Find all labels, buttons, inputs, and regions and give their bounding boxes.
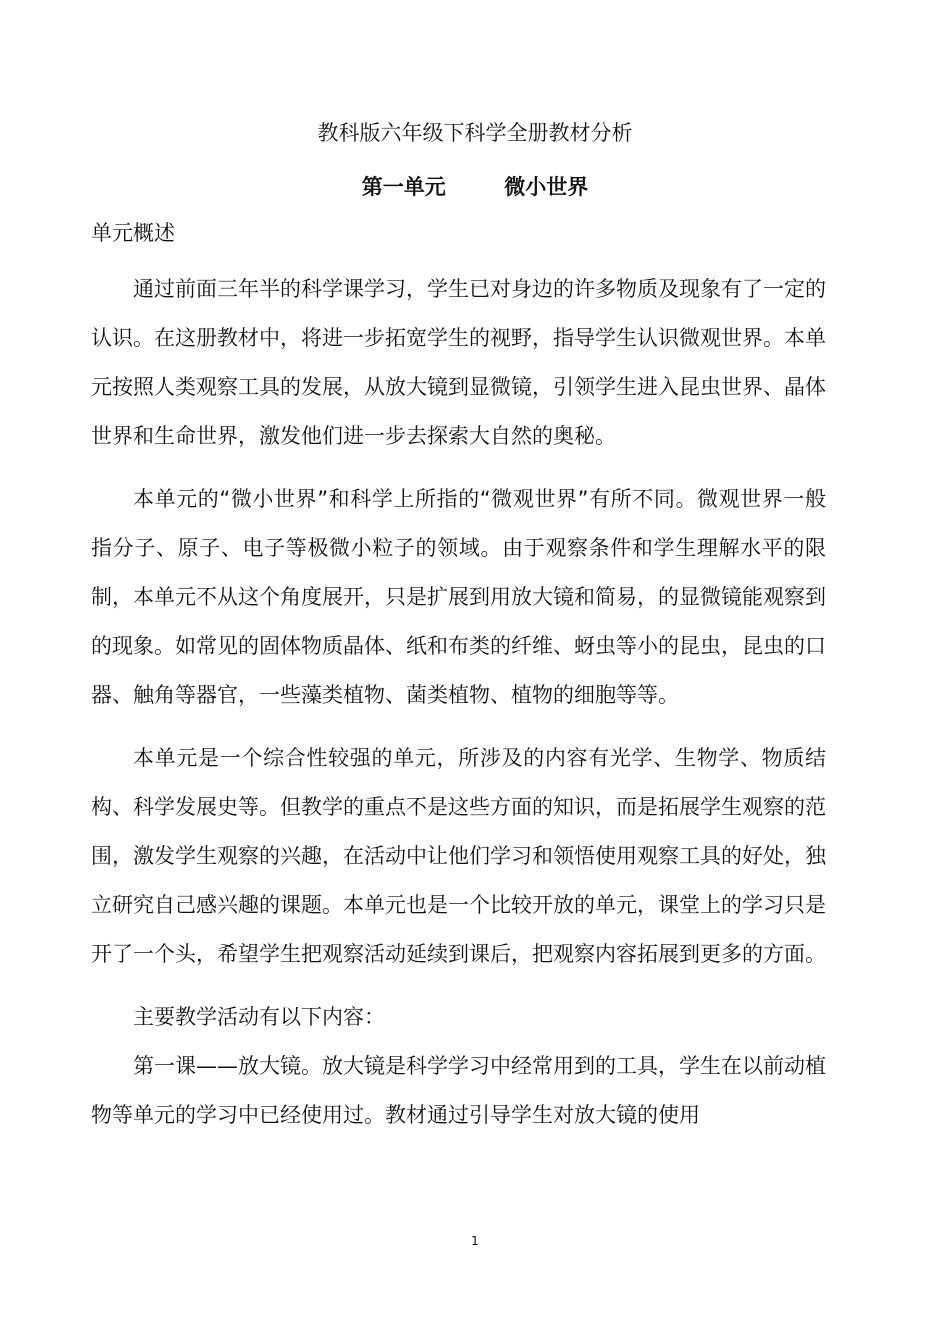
page-number: 1	[471, 1234, 479, 1248]
paragraph-comprehensive: 本单元是一个综合性较强的单元，所涉及的内容有光学、生物学、物质结构、科学发展史等。但教学的重点不是这些方面的知识，而是拓展学生观察的范围，激发学生观察的兴趣，在活动中让他们学习和领悟使用观察工具的好处，独立研究自己感兴趣的课题。本单元也是一个比较开放的单元，课堂上的学习只是开了一个头，希望学生把观察活动延续到课后，把观察内容拓展到更多的方面。	[91, 746, 826, 966]
body-text	[91, 265, 826, 1140]
paragraph-activities-intro: 主要教学活动有以下内容：	[133, 1005, 385, 1029]
unit-title: 第一单元 微小世界	[361, 175, 589, 199]
section-heading: 单元概述	[91, 221, 175, 245]
paragraph-micro-world: 本单元的“微小世界”和科学上所指的“微观世界”有所不同。微观世界一般指分子、原子、电子等极微小粒子的领域。由于观察条件和学生理解水平的限制，本单元不从这个角度展开，只是扩展到用放大镜和简易，的显微镜能观察到的现象。如常见的固体物质晶体、纸和布类的纤维、蚜虫等小的昆虫，昆虫的口器、触角等器官，一些藻类植物、菌类植物、植物的细胞等等。	[91, 487, 826, 707]
paragraph-intro: 通过前面三年半的科学课学习，学生已对身边的许多物质及现象有了一定的认识。在这册教材中，将进一步拓宽学生的视野，指导学生认识微观世界。本单元按照人类观察工具的发展，从放大镜到显微镜，引领学生进入昆虫世界、晶体世界和生命世界，激发他们进一步去探索大自然的奥秘。	[91, 277, 826, 448]
paragraph-lesson-one: 第一课——放大镜。放大镜是科学学习中经常用到的工具，学生在以前动植物等单元的学习中已经使用过。教材通过引导学生对放大镜的使用	[91, 1054, 826, 1127]
document-title: 教科版六年级下科学全册教材分析	[317, 121, 633, 145]
